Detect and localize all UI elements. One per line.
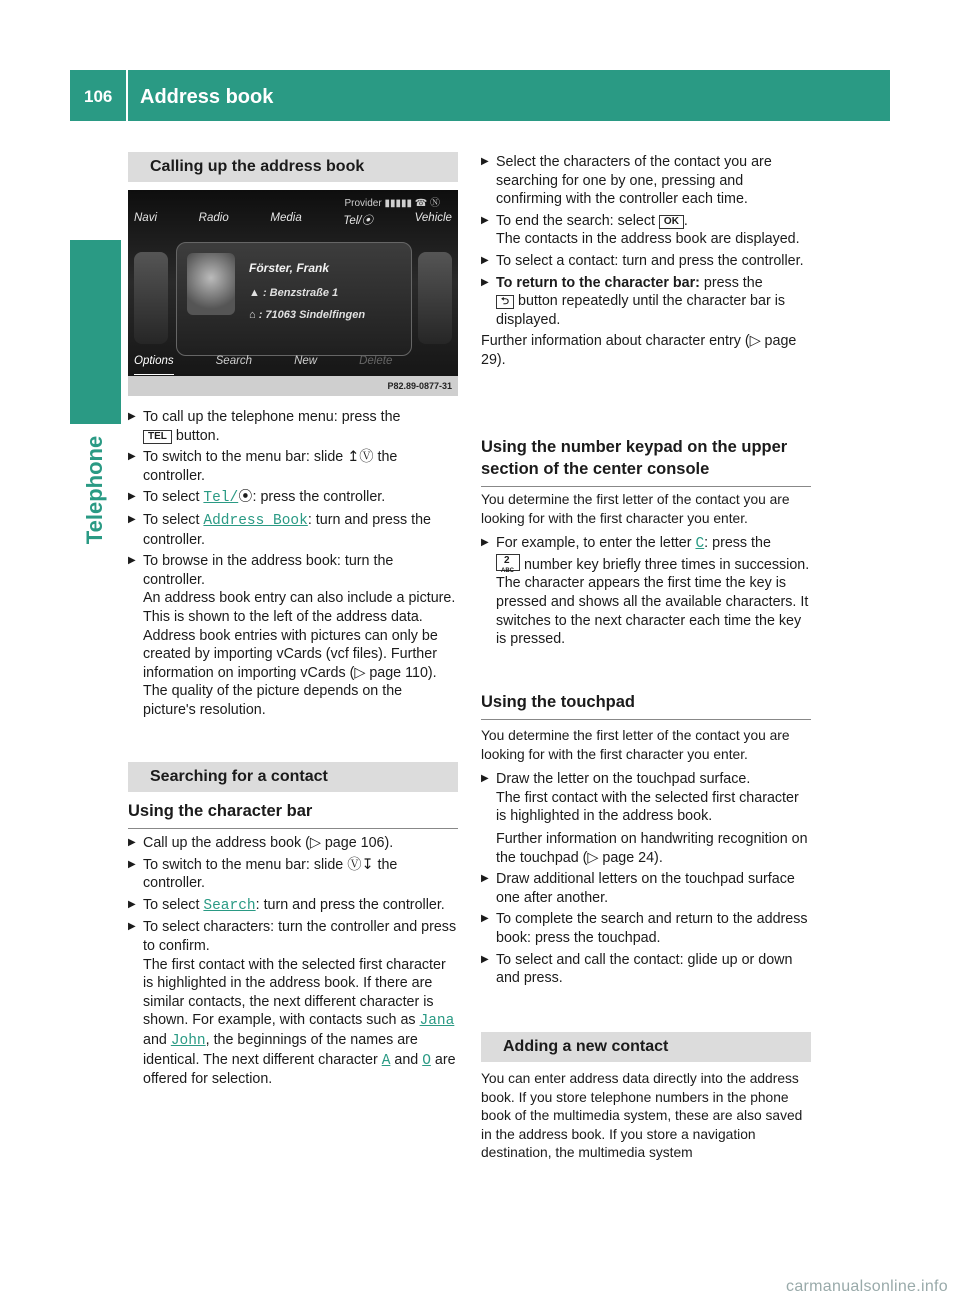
step: ▶ To select a contact: turn and press the controller. bbox=[481, 252, 811, 271]
step: ▶ Call up the address book (▷ page 106). bbox=[128, 834, 458, 853]
contact-name: Förster, Frank bbox=[249, 261, 330, 275]
search-steps bbox=[481, 153, 811, 370]
section-heading-adding: Adding a new contact bbox=[481, 1032, 811, 1062]
screen-side-card bbox=[134, 252, 168, 344]
step: ▶ To end the search: select OK . The contacts in the address book are displayed. bbox=[481, 212, 811, 249]
paragraph: You determine the first letter of the contact you are looking for with the first character you enter. bbox=[481, 728, 790, 762]
step: ▶ Select the characters of the contact you are searching for one by one, pressing and confirming with the controller each time. bbox=[481, 153, 811, 209]
step: ▶ To return to the character bar: press the ⮌ button repeatedly until the character bar is displayed. bbox=[481, 274, 811, 330]
screen-side-card bbox=[418, 252, 452, 344]
watermark: carmanualsonline.info bbox=[786, 1278, 948, 1295]
screen-image bbox=[128, 190, 458, 396]
page-number: 106 bbox=[84, 87, 113, 106]
header-divider bbox=[126, 70, 128, 121]
page-header bbox=[70, 70, 890, 121]
screen-contact-card bbox=[176, 242, 412, 356]
screen-menu-item: Tel/⦿ bbox=[343, 215, 373, 227]
step: ▶ To select characters: turn the controller and press to confirm. The first contact with the selected first character is highlighted in the address book. If there are similar contacts, the next different character is shown. For example, with contacts such as Jana and John, the beginnings of the names are identical. The next different character A and O are offered for selection. bbox=[128, 918, 458, 1088]
character-bar-steps bbox=[128, 834, 458, 1092]
paragraph: Further information about character entry (▷ page 29). bbox=[481, 333, 797, 368]
step: ▶ Draw additional letters on the touchpad surface one after another. bbox=[481, 870, 811, 907]
step: ▶ To select Tel/⦿: press the controller. bbox=[128, 488, 458, 508]
contact-street: ▲ : Benzstraße 1 bbox=[249, 287, 339, 299]
screen-menu-item: Media bbox=[270, 212, 302, 224]
side-tab bbox=[70, 430, 121, 550]
step: ▶ To select Address Book: turn and press the controller. bbox=[128, 511, 458, 549]
screen-menu bbox=[128, 212, 458, 230]
image-code: P82.89-0877-31 bbox=[128, 376, 458, 396]
side-tab-label: Telephone bbox=[82, 435, 108, 545]
contact-photo bbox=[187, 253, 235, 315]
screen-bottom-item: New bbox=[294, 355, 318, 367]
tel-key-icon: TEL bbox=[143, 430, 172, 444]
page-title: Address book bbox=[140, 86, 274, 108]
screen-bottom-item: Search bbox=[215, 355, 253, 367]
screen-menu-item: Vehicle bbox=[414, 212, 452, 224]
calling-steps bbox=[128, 408, 458, 723]
step: ▶ Draw the letter on the touchpad surface. The first contact with the selected first character is highlighted in the address book. Further information on handwriting recognition on the touchpad (▷ page 24). bbox=[481, 770, 811, 867]
section-heading-calling: Calling up the address book bbox=[128, 152, 458, 182]
screen-menu-item: Navi bbox=[134, 212, 158, 224]
step: ▶ To select Search: turn and press the controller. bbox=[128, 896, 458, 916]
screen-bottom-item: Delete bbox=[359, 355, 393, 367]
touchpad-section bbox=[481, 727, 811, 991]
paragraph: You can enter address data directly into the address book. If you store telephone numbers in the phone book of the multimedia system, these are also saved in the address book. If you store a navigation destination, the multimedia system bbox=[481, 1071, 803, 1161]
step: ▶ To browse in the address book: turn the controller. An address book entry can also include a picture. This is shown to the left of the address data. Address book entries with pictures can only be created by importing vCards (vcf files). Further information on importing vCards (▷ page 110). The quality of the picture depends on the picture's resolution. bbox=[128, 552, 458, 719]
section-heading-searching: Searching for a contact bbox=[128, 762, 458, 792]
screen-bottom-item: Options bbox=[134, 355, 174, 375]
subheading-character-bar: Using the character bar bbox=[128, 800, 458, 829]
side-tab-block bbox=[70, 240, 121, 424]
step: ▶ To call up the telephone menu: press the TEL button. bbox=[128, 408, 458, 445]
subheading-number-keypad: Using the number keypad on the upper section of the center console bbox=[481, 436, 811, 487]
step: ▶ To switch to the menu bar: slide Ⓥ↧ the controller. bbox=[128, 856, 458, 893]
adding-section bbox=[481, 1070, 811, 1163]
step: ▶ To switch to the menu bar: slide ↥Ⓥ the controller. bbox=[128, 448, 458, 485]
screen-bottom-menu bbox=[128, 355, 458, 375]
subheading-touchpad: Using the touchpad bbox=[481, 691, 811, 720]
ok-key-icon: OK bbox=[659, 215, 684, 229]
paragraph: You determine the first letter of the contact you are looking for with the first character you enter. bbox=[481, 492, 790, 526]
keypad-section bbox=[481, 491, 811, 652]
number-2-key-icon: 2 ABC bbox=[496, 554, 520, 571]
screen-menu-item: Radio bbox=[198, 212, 229, 224]
step: ▶ For example, to enter the letter C: press the 2 ABC number key briefly three times in succession. The character appears the first time the key is pressed and shows all the available characters. It switches to the next character each time the key is pressed. bbox=[481, 534, 811, 649]
step: ▶ To select and call the contact: glide up or down and press. bbox=[481, 951, 811, 988]
contact-city: ⌂ : 71063 Sindelfingen bbox=[249, 309, 366, 321]
step: ▶ To complete the search and return to the address book: press the touchpad. bbox=[481, 910, 811, 947]
back-key-icon: ⮌ bbox=[496, 295, 514, 309]
screen-status: Provider ▮▮▮▮▮ ☎ Ⓝ bbox=[344, 198, 440, 209]
